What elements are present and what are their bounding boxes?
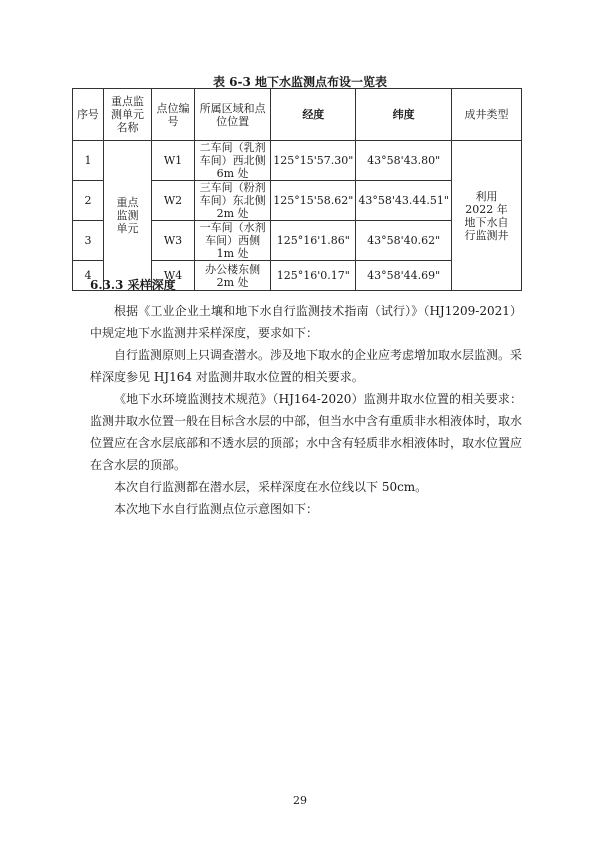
table-caption: 表 6-3 地下水监测点布设一览表 (212, 75, 388, 89)
cell-lon: 125°16'1.86" (271, 221, 356, 261)
header-lon: 经度 (271, 89, 356, 141)
header-unit: 重点监测单元名称 (103, 89, 151, 141)
header-code: 点位编号 (152, 89, 195, 141)
header-well: 成井类型 (451, 89, 521, 141)
cell-well-merged: 利用 2022 年地下水自行监测井 (451, 141, 521, 291)
section-heading: 6.3.3 采样深度 (90, 278, 176, 292)
table-row (73, 141, 522, 181)
paragraph-guideline: 根据《工业企业土壤和地下水自行监测技术指南（试行）》（HJ1209-2021）中规定地下水监测井采样深度，要求如下： (90, 304, 522, 340)
page-number: 29 (293, 794, 307, 807)
cell-area: 二车间（乳剂车间）西北侧 6m 处 (194, 141, 270, 181)
cell-code: W1 (152, 141, 195, 181)
cell-lat: 43°58'44.69" (356, 261, 452, 291)
header-lat: 纬度 (356, 89, 452, 141)
cell-code: W3 (152, 221, 195, 261)
cell-code: W2 (152, 181, 195, 221)
cell-area: 一车间（水剂车间）西侧 1m 处 (194, 221, 270, 261)
header-seq: 序号 (73, 89, 104, 141)
cell-lat: 43°58'43.44.51" (356, 181, 452, 221)
cell-seq: 3 (73, 221, 104, 261)
cell-area: 办公楼东侧 2m 处 (194, 261, 270, 291)
cell-lon: 125°15'57.30" (271, 141, 356, 181)
paragraph-well-position: 《地下水环境监测技术规范》（HJ164-2020）监测井取水位置的相关要求：监测井取水位置一般在目标含水层的中部，但当水中含有重质非水相液体时，取水位置应在含水层底部和不透水层的顶部；水中含有轻质非水相液体时，取水位置应在含水层的顶部。 (90, 392, 523, 472)
paragraph-principle: 自行监测原则上只调查潜水。涉及地下取水的企业应考虑增加取水层监测。采样深度参见 HJ164 对监测井取水位置的相关要求。 (90, 348, 523, 384)
cell-lon: 125°15'58.62" (271, 181, 356, 221)
monitoring-points-table (72, 88, 522, 291)
paragraph-figure-intro: 本次地下水自行监测点位示意图如下： (114, 502, 319, 516)
cell-seq: 1 (73, 141, 104, 181)
cell-seq: 2 (73, 181, 104, 221)
cell-area: 三车间（粉剂车间）东北侧 2m 处 (194, 181, 270, 221)
header-area: 所属区域和点位位置 (194, 89, 270, 141)
cell-lat: 43°58'40.62" (356, 221, 452, 261)
cell-lat: 43°58'43.80" (356, 141, 452, 181)
cell-seq: 4 (73, 261, 104, 291)
cell-unit-merged: 重点监测单元 (103, 141, 151, 291)
cell-lon: 125°16'0.17" (271, 261, 356, 291)
cell-code: W4 (152, 261, 195, 291)
table-header-row (73, 89, 522, 141)
paragraph-depth: 本次自行监测都在潜水层，采样深度在水位线以下 50cm。 (114, 480, 428, 494)
